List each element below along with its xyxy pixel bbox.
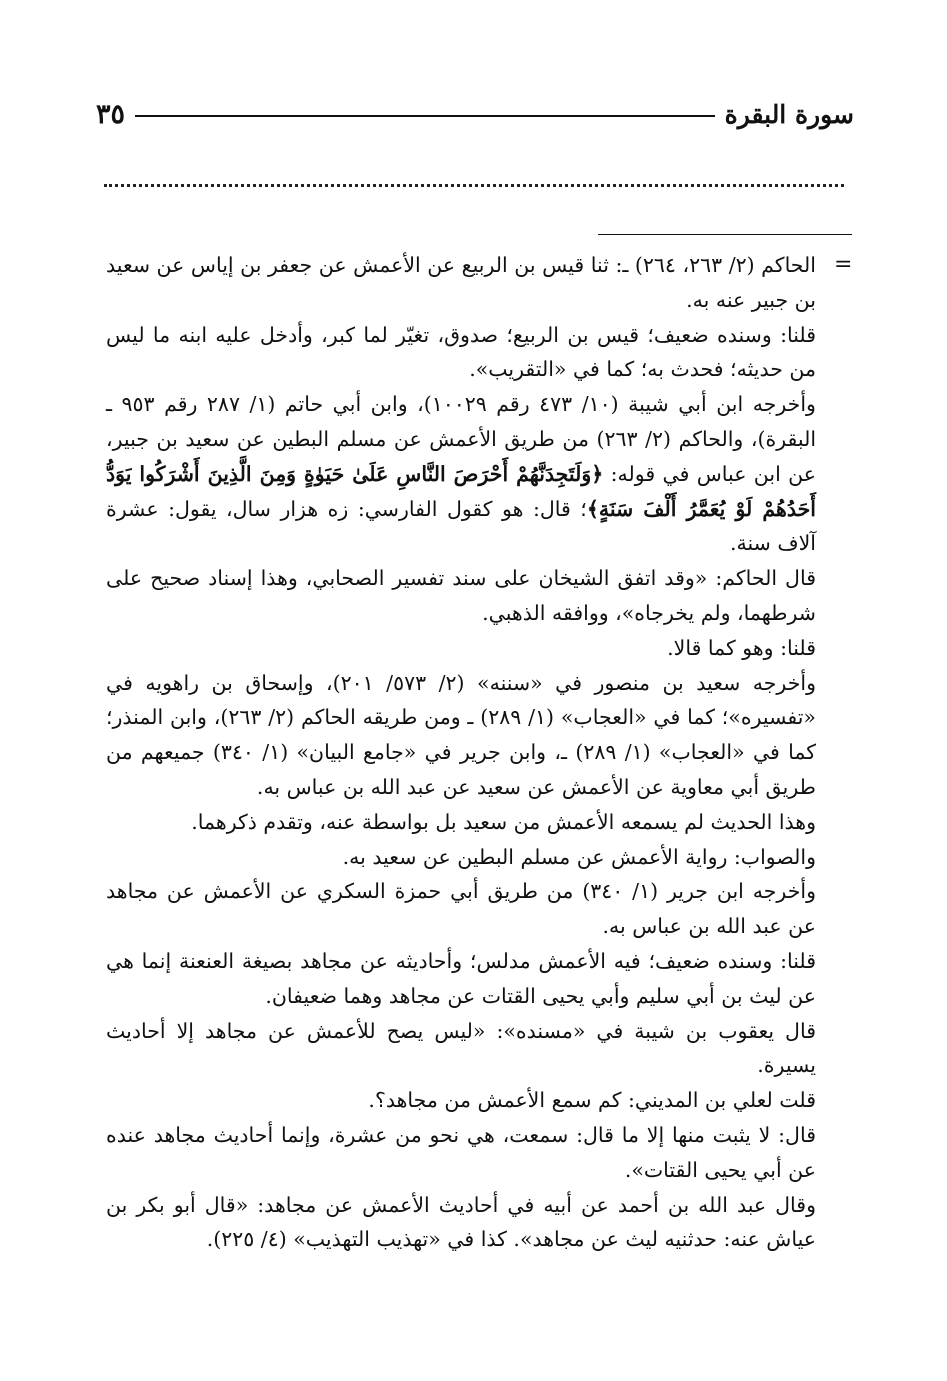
- surah-title: سورة البقرة: [724, 99, 854, 129]
- footnote-continuation-mark: =: [834, 252, 853, 277]
- footnote-paragraph: [106, 318, 816, 388]
- footnote-text: وأخرجه ابن جرير (١/ ٣٤٠) من طريق أبي حمزة السكري عن الأعمش عن مجاهد عن عبد الله بن عباس به.: [106, 879, 816, 939]
- footnote-block: [106, 248, 816, 1257]
- footnote-paragraph: [106, 387, 816, 561]
- footnote-text: قال الحاكم: «وقد اتفق الشيخان على سند تفسير الصحابي، وهذا إسناد صحيح على شرطهما، ولم يخرجاه»، ووافقه الذهبي.: [106, 566, 816, 625]
- running-header: [96, 94, 854, 134]
- footnote-text: وهذا الحديث لم يسمعه الأعمش من سعيد بل بواسطة عنه، وتقدم ذكرهما.: [191, 809, 816, 834]
- footnote-text: وقال عبد الله بن أحمد عن أبيه في أحاديث الأعمش عن مجاهد: «قال أبو بكر بن عياش عنه: حدثنيه ليث عن مجاهد». كذا في «تهذيب التهذيب» (٤/ ٢٢٥).: [106, 1192, 816, 1252]
- footnote-text: قال: لا يثبت منها إلا ما قال: سمعت، هي نحو من عشرة، وإنما أحاديث مجاهد عنده عن أبي يحيى القتات».: [106, 1122, 816, 1182]
- quran-verse: ﴿وَلَتَجِدَنَّهُمْ أَحْرَصَ النَّاسِ عَلَىٰ حَيَوٰةٍ وَمِنَ الَّذِينَ أَشْرَكُوا يَوَدُّ أَحَدُهُمْ لَوْ يُعَمَّرُ أَلْفَ سَنَةٍ﴾: [106, 461, 816, 521]
- footnote-text: وأخرجه سعيد بن منصور في «سننه» (٢/ ٥٧٣/ ٢٠١)، وإسحاق بن راهويه في «تفسيره»؛ كما في «العجاب» (١/ ٢٨٩) ـ ومن طريقه الحاكم (٢/ ٢٦٣)، وابن المنذر؛ كما في «العجاب» (١/ ٢٨٩) ـ، وابن جرير في «جامع البيان» (١/ ٣٤٠) جميعهم من طريق أبي معاوية عن الأعمش عن سعيد عن عبد الله بن عباس به.: [106, 670, 816, 799]
- footnote-paragraph: [106, 631, 816, 666]
- footnote-paragraph: [106, 805, 816, 840]
- footnote-paragraph: [106, 944, 816, 1014]
- footnote-paragraph: [106, 840, 816, 875]
- page-number: ٣٥: [96, 98, 126, 130]
- footnote-text: ؛ قال: هو كقول الفارسي: زه هزار سال، يقول: عشرة آلاف سنة.: [106, 496, 816, 556]
- footnote-text: قلنا: وهو كما قالا.: [667, 635, 816, 660]
- footnote-paragraph: [106, 1083, 816, 1118]
- footnote-text: الحاكم (٢/ ٢٦٣، ٢٦٤) ـ: ثنا قيس بن الربيع عن الأعمش عن جعفر بن إياس عن سعيد بن جبير عنه به.: [106, 253, 816, 312]
- footnote-paragraph: [106, 874, 816, 944]
- footnote-paragraph: [106, 561, 816, 631]
- footnote-text: والصواب: رواية الأعمش عن مسلم البطين عن سعيد به.: [342, 844, 816, 869]
- footnote-text: قلت لعلي بن المديني: كم سمع الأعمش من مجاهد؟.: [368, 1088, 816, 1113]
- header-rule: [135, 115, 715, 117]
- footnote-paragraph: [106, 1188, 816, 1258]
- footnote-separator: [598, 234, 852, 235]
- footnote-paragraph: [106, 248, 816, 318]
- footnote-paragraph: [106, 1118, 816, 1188]
- footnote-paragraph: [106, 1014, 816, 1084]
- footnote-text: قال يعقوب بن شيبة في «مسنده»: «ليس يصح للأعمش عن مجاهد إلا أحاديث يسيرة.: [106, 1018, 816, 1078]
- footnote-paragraph: [106, 666, 816, 805]
- footnote-text: قلنا: وسنده ضعيف؛ قيس بن الربيع؛ صدوق، تغيّر لما كبر، وأدخل عليه ابنه ما ليس من حديثه؛ فحدث به؛ كما في «التقريب».: [106, 322, 816, 382]
- footnote-text: وأخرجه ابن أبي شيبة (١٠/ ٤٧٣ رقم ١٠٠٢٩)، وابن أبي حاتم (١/ ٢٨٧ رقم ٩٥٣ ـ البقرة)، والحاكم (٢/ ٢٦٣) من طريق الأعمش عن مسلم البطين عن سعيد بن جبير، عن ابن عباس في قوله:: [106, 392, 817, 486]
- main-text-separator: [104, 184, 844, 187]
- footnote-text: قلنا: وسنده ضعيف؛ فيه الأعمش مدلس؛ وأحاديثه عن مجاهد بصيغة العنعنة إنما هي عن ليث بن أبي سليم وأبي يحيى القتات عن مجاهد وهما ضعيفان.: [106, 948, 816, 1008]
